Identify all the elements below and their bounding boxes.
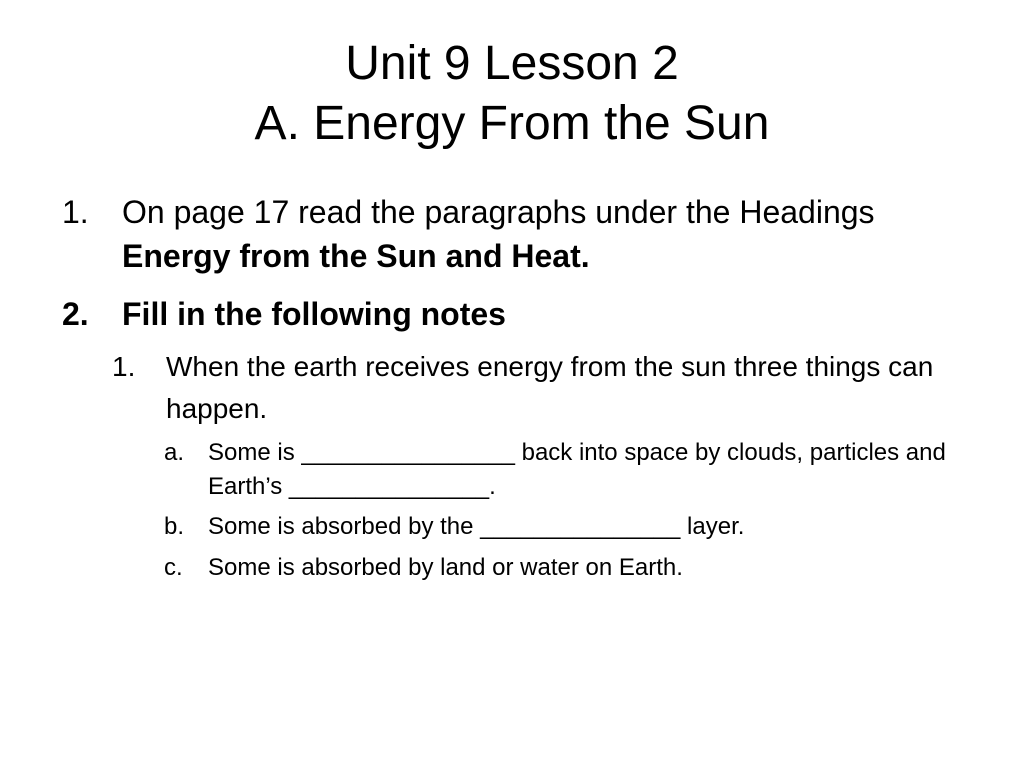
list-marker: b. (164, 513, 185, 540)
list-item-text: Some is ________________ back into space by clouds, particles and Earth’s _______________. (208, 439, 946, 500)
list-item-2 (62, 292, 962, 336)
list-marker: a. (164, 439, 185, 466)
list-item-text-plain: On page 17 read the paragraphs under the Headings (122, 194, 875, 230)
list-marker: 1. (112, 351, 136, 382)
title-line-2: A. Energy From the Sun (254, 97, 770, 150)
list-item-text (122, 190, 962, 278)
sub-sub-list-item-b (164, 510, 964, 544)
list-marker: c. (164, 554, 183, 581)
list-item-text: Fill in the following notes (122, 296, 506, 332)
list-marker: 1. (62, 194, 89, 230)
slide-title (0, 34, 1024, 154)
sub-sub-list-item-a (164, 436, 964, 504)
sub-list-item-1 (112, 346, 972, 430)
list-marker: 2. (62, 296, 89, 332)
list-item-text-bold: Energy from the Sun and Heat. (122, 238, 590, 274)
title-line-1: Unit 9 Lesson 2 (345, 37, 679, 90)
list-item-text: When the earth receives energy from the sun three things can happen. (166, 351, 934, 424)
list-item-text: Some is absorbed by the _______________ layer. (208, 513, 745, 540)
sub-sub-list-item-c (164, 551, 964, 585)
list-item-1 (62, 190, 962, 278)
list-item-text: Some is absorbed by land or water on Earth. (208, 554, 683, 581)
